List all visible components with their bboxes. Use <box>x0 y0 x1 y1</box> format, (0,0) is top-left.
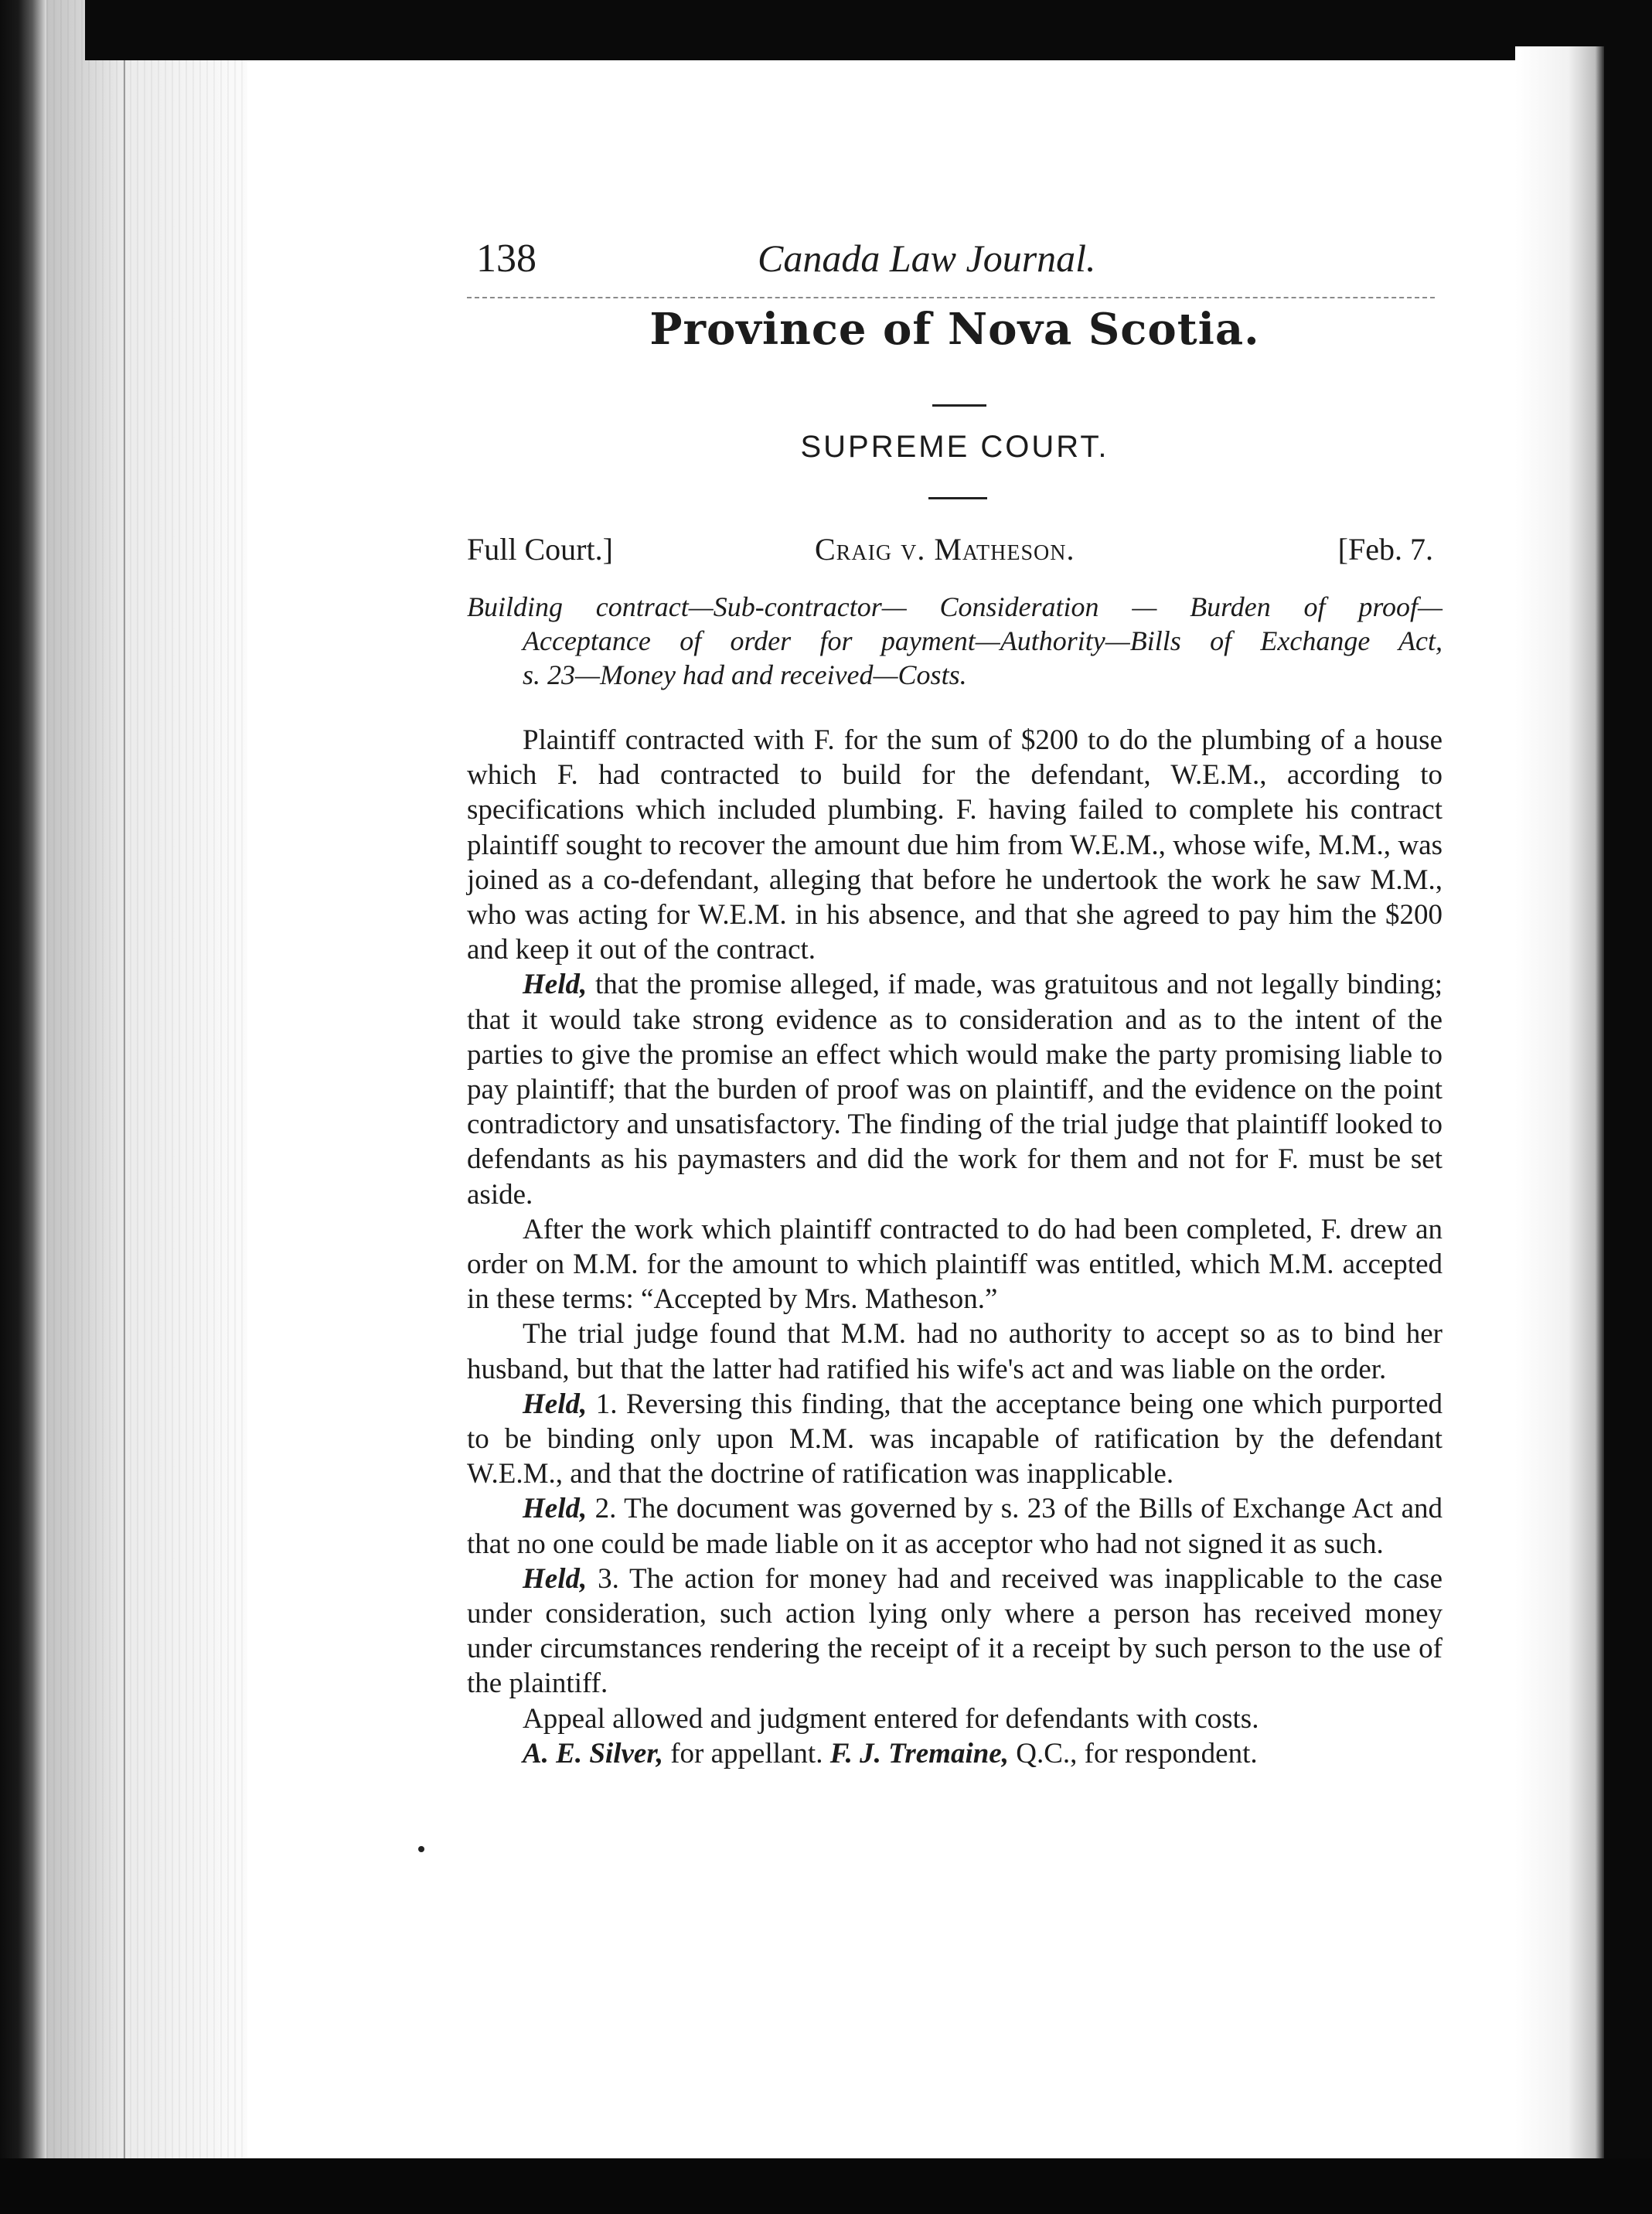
page-number: 138 <box>476 237 536 281</box>
paragraph <box>467 1491 1443 1561</box>
headnote-line: Acceptance of order for payment—Authority—Bills of Exchange Act, <box>523 625 1443 656</box>
binding-gutter <box>46 0 247 2214</box>
headnote-line: s. 23—Money had and received—Costs. <box>523 659 967 690</box>
paragraph: The trial judge found that M.M. had no authority to accept so as to bind her husband, but that the latter had ratified his wife's act and was liable on the order. <box>467 1318 1443 1385</box>
page-edge-shadow <box>1515 46 1604 2165</box>
scan-border-left <box>0 0 46 2214</box>
paragraph-text: that the promise alleged, if made, was gratuitous and not legally binding; that it would take strong evidence as to consideration and as to the intent of the parties to give the promise an effect which would make the party promising liable to pay plaintiff; that the burden of proof was on plaintiff, and the evidence on the point contradictory and unsatisfactory. The finding of the trial judge that plaintiff looked to defendants as his paymasters and did the work for them and not for F. must be set aside. <box>467 969 1443 1211</box>
paragraph: Plaintiff contracted with F. for the sum of $200 to do the plumbing of a house which F. had contracted to build for the defendant, W.E.M., according to specifications which included plumbing. F. having failed to complete his contract plaintiff sought to recover the amount due him from W.E.M., whose wife, M.M., was joined as a co-defendant, alleging that before he undertook the work he saw M.M., who was acting for W.E.M. in his absence, and that she agreed to pay him the $200 and keep it out of the contract. <box>467 724 1443 966</box>
held-label: Held, <box>523 1562 588 1595</box>
held-label: Held, <box>523 1493 588 1525</box>
case-line <box>467 531 1443 570</box>
held-label: Held, <box>523 1388 588 1420</box>
counsel-role: for appellant. <box>663 1737 830 1769</box>
gutter-crease <box>124 0 125 2214</box>
counsel-line <box>467 1736 1443 1771</box>
paragraph <box>467 967 1443 1211</box>
body-text <box>467 723 1443 1771</box>
paragraph <box>467 1562 1443 1701</box>
paragraph-text: 1. Reversing this finding, that the acceptance being one which purported to be binding only upon M.M. was incapable of ratification by the defendant W.E.M., and that the doctrine of ratification was inapplicable. <box>467 1388 1443 1490</box>
scan-border-right <box>1604 0 1652 2214</box>
counsel-role: Q.C., for respondent. <box>1008 1737 1258 1769</box>
journal-title: Canada Law Journal. <box>758 237 1096 280</box>
running-head <box>467 236 1443 290</box>
section-title: Province of Nova Scotia. <box>649 304 1260 355</box>
paragraph: Appeal allowed and judgment entered for defendants with costs. <box>523 1702 1259 1735</box>
counsel-name: A. E. Silver, <box>523 1737 663 1769</box>
held-label: Held, <box>523 969 588 1001</box>
court-label: Full Court.] <box>467 532 613 567</box>
divider-rule <box>932 404 986 407</box>
scan-border-bottom <box>0 2158 1652 2214</box>
paragraph <box>467 1387 1443 1492</box>
court-heading: SUPREME COURT. <box>800 430 1109 464</box>
paragraph: After the work which plaintiff contracted to do had been completed, F. drew an order on M.M. for the amount to which plaintiff was entitled, which M.M. accepted in these terms: “Accepted by Mrs. Matheson.” <box>467 1213 1443 1316</box>
paragraph-text: 2. The document was governed by s. 23 of the Bills of Exchange Act and that no one could be made liable on it as acceptor who had not signed it as such. <box>467 1493 1443 1560</box>
divider-rule <box>928 497 987 499</box>
headnote <box>467 590 1443 692</box>
paragraph-text: 3. The action for money had and received was inapplicable to the case under consideration, such action lying only where a person has received money under circumstances rendering the receipt of it a receipt by such person to the use of the plaintiff. <box>467 1562 1443 1700</box>
ink-speck <box>418 1846 424 1852</box>
case-date: [Feb. 7. <box>1337 532 1433 567</box>
header-rule <box>467 297 1435 298</box>
headnote-line: Building contract—Sub-contractor— Consideration — Burden of proof— <box>467 591 1443 622</box>
counsel-name: F. J. Tremaine, <box>829 1737 1009 1769</box>
scan-border-top <box>85 0 1652 60</box>
case-name: Craig v. Matheson. <box>815 532 1075 567</box>
